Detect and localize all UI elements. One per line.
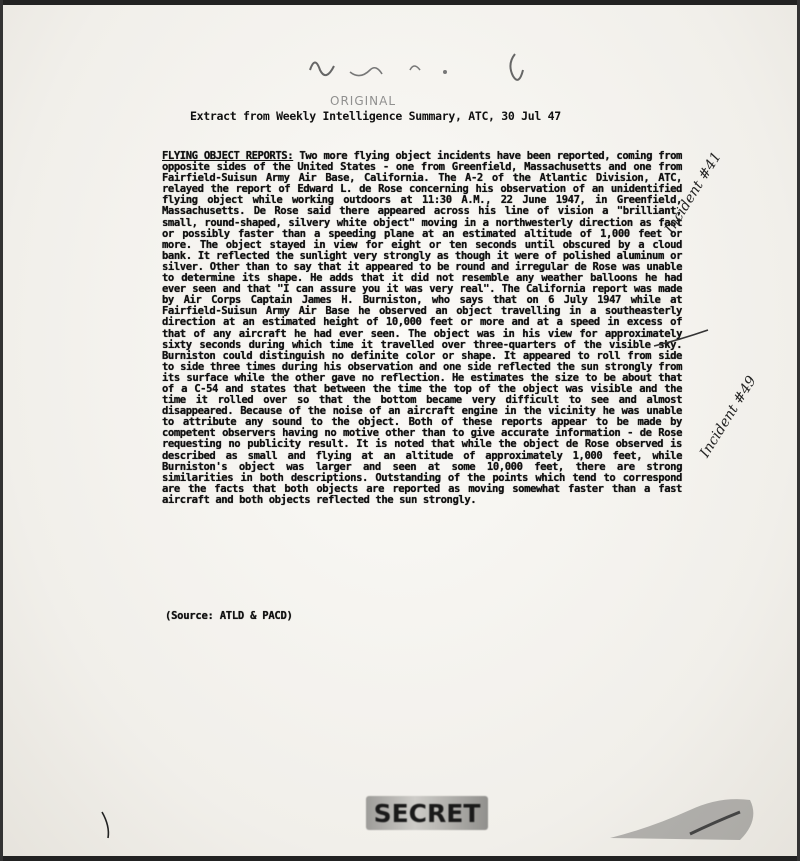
handwritten-mark [652,328,712,350]
corner-tick-mark [98,810,120,842]
original-stamp: ORIGINAL [330,94,397,108]
scan-smudge [570,790,780,850]
handwritten-annotation-incident-41: Incident #41 [662,149,725,237]
source-line: (Source: ATLD & PACD) [165,610,293,622]
document-header: Extract from Weekly Intelligence Summary, ATC, 30 Jul 47 [190,109,561,123]
secret-classification-stamp: SECRET [366,796,488,830]
scan-edge-bottom [0,856,800,861]
paragraph-text: Two more flying object incidents have been reported, coming from opposite sides of the United States - one from Greenfield, Massachusetts and one from Fairfield-Suisun Army Air Base, California. The A-2 of the Atlantic Division, ATC, relayed the report of Edward L. de Rose concerning his observation of an unidentified flying object while working outdoors at 11:30 A.M., 22 June 1947, in Greenfield, Massachusetts. De Rose said there appeared across his line of vision a "brilliant, small, round-shaped, silvery white object" moving in a northwesterly direction as fast or possibly faster than a speeding plane at an estimated altitude of 1,000 feet or more. The object stayed in view for eight or ten seconds until obscured by a cloud bank. It reflected the sunlight very strongly as though it were of polished aluminum or silver. Other than to say that it appeared to be round and irregular de Rose was unable to determine its shape. He adds that it did not resemble any weather balloons he had ever seen and that "I can assure you it was very real". The California report was made by Air Corps Captain James H. Burniston, who says that on 6 July 1947 while at Fairfield-Suisun Army Air Base he observed an object travelling in a southeasterly direction at an estimated height of 10,000 feet or more and at a speed in excess of that of any aircraft he had ever seen. The object was in his view for approximately sixty seconds during which time it travelled over three-quarters of the visible sky. Burniston could distinguish no definite color or shape. It appeared to roll from side to side three times during his observation and one side reflected the sun strongly from its surface while the other gave no reflection. He estimates the size to be about that of a C-54 and states that between the time the top of the object was visible and the time it rolled over so that the bottom became very difficult to see and almost disappeared. Because of the noise of an aircraft engine in the vicinity he was unable to attribute any sound to the object. Both of these reports appear to be made by competent observers having no motive other than to give accurate information - de Rose requesting no publicity result. It is noted that while the object de Rose observed is described as small and flying at an altitude of approximately 1,000 feet, while Burniston's object was larger and seen at some 10,000 feet, there are strong similarities in both descriptions. Outstanding of the points which tend to correspond are the facts that both objects are reported as moving somewhat faster than a fast aircraft and both objects reflected the sun strongly. [162,150,682,506]
scan-edge-left [0,0,3,861]
scan-edge-top [0,0,800,5]
lead-heading: FLYING OBJECT REPORTS: [162,150,294,162]
report-paragraph [162,151,682,506]
handwritten-annotation-incident-49: Incident #49 [697,373,760,461]
